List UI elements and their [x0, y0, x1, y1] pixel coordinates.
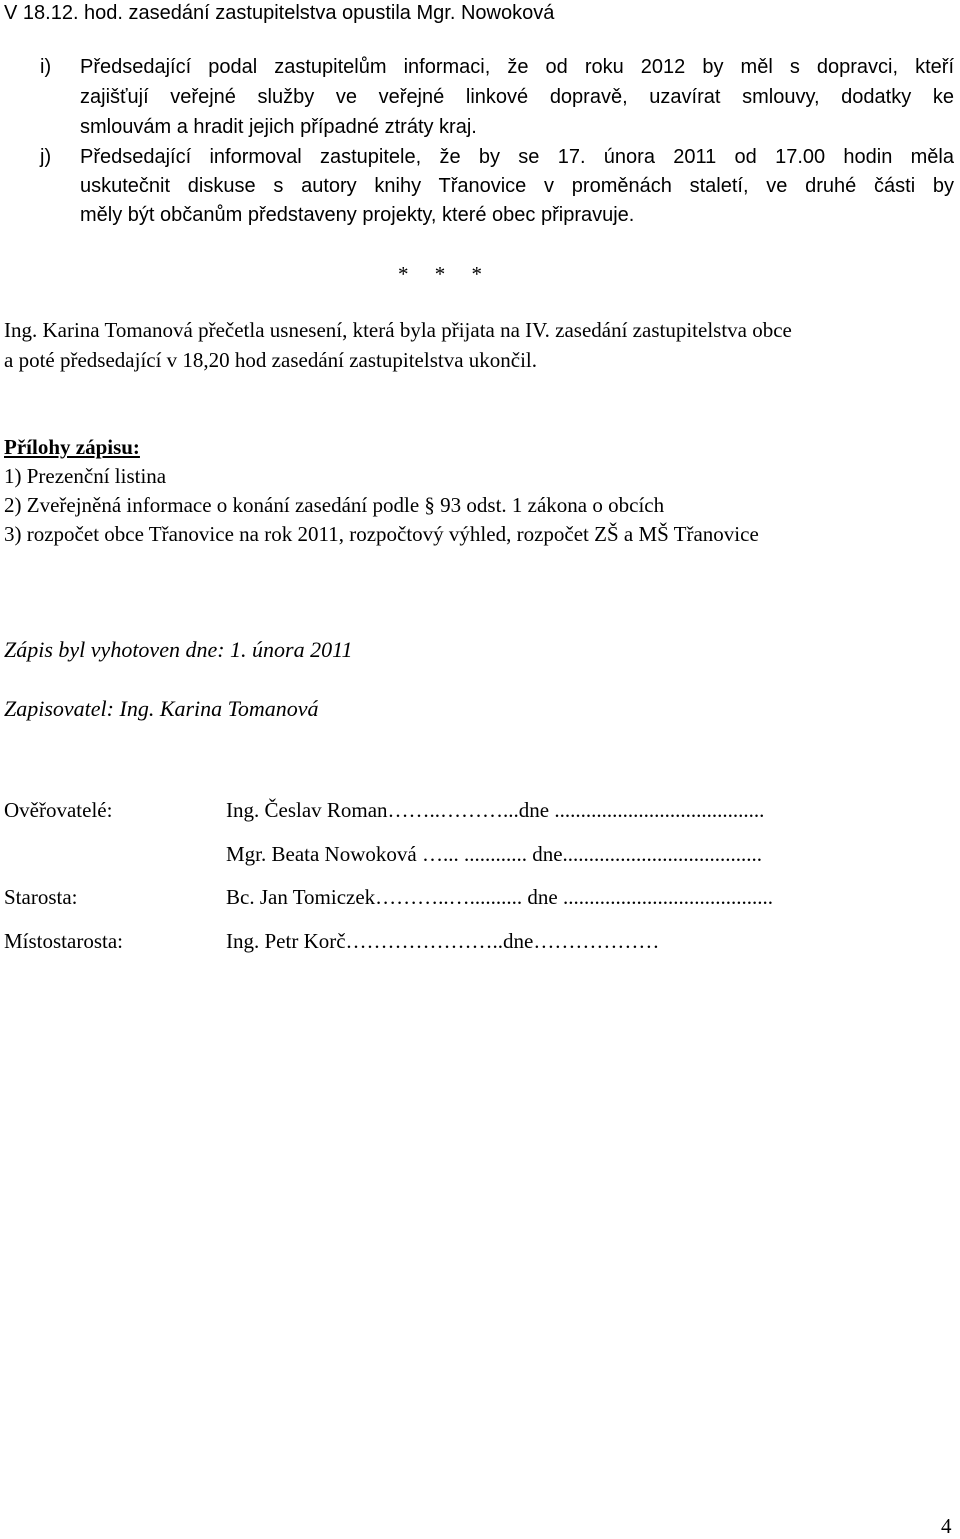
- prepared-date: Zápis byl vyhotoven dne: 1. února 2011: [4, 637, 353, 662]
- item-i-line-2: zajišťují veřejné služby ve veřejné linkové dopravě, uzavírat smlouvy, dodatky ke: [80, 86, 954, 108]
- item-i-line-3: smlouvám a hradit jejich případné ztráty kraj.: [80, 116, 477, 138]
- recorder: Zapisovatel: Ing. Karina Tomanová: [4, 696, 319, 721]
- item-i-marker: i): [40, 56, 52, 78]
- resolution-line-1: Ing. Karina Tomanová přečetla usnesení, která byla přijata na IV. zasedání zastupitelstva obce: [4, 318, 792, 342]
- attachment-item-3: 3) rozpočet obce Třanovice na rok 2011, rozpočtový výhled, rozpočet ZŠ a MŠ Třanovice: [4, 522, 759, 546]
- signature-entry-nowokova: Mgr. Beata Nowoková …... ............ dne......................................: [226, 842, 763, 866]
- item-j-line-3: měly být občanům představeny projekty, které obec připravuje.: [80, 204, 635, 226]
- signature-entry-roman: Ing. Česlav Roman……..………...dne ........................................: [226, 798, 765, 822]
- signature-entry-korc: Ing. Petr Korč…………………..dne………………: [226, 929, 660, 953]
- item-j-marker: j): [40, 146, 52, 168]
- section-separator: * * *: [398, 262, 482, 286]
- resolution-line-2: a poté předsedající v 18,20 hod zasedání zastupitelstva ukončil.: [4, 348, 538, 372]
- attachments-heading: Přílohy zápisu:: [4, 435, 140, 459]
- signature-entry-tomiczek: Bc. Jan Tomiczek………..….......... dne ........................................: [226, 885, 774, 909]
- item-j-line-2: uskutečnit diskuse s autory knihy Třanovice v proměnách staletí, ve druhé části by: [80, 175, 954, 197]
- signature-role-verifiers: Ověřovatelé:: [4, 798, 113, 822]
- signature-role-mayor: Starosta:: [4, 885, 78, 909]
- item-i-line-1: Předsedající podal zastupitelům informaci, že od roku 2012 by měl s dopravci, kteří: [80, 56, 954, 78]
- attachment-item-1: 1) Prezenční listina: [4, 464, 167, 488]
- attachment-item-2: 2) Zveřejněná informace o konání zasedání podle § 93 odst. 1 zákona o obcích: [4, 493, 665, 517]
- item-j-line-1: Předsedající informoval zastupitele, že by se 17. února 2011 od 17.00 hodin měla: [80, 146, 954, 168]
- top-line: V 18.12. hod. zasedání zastupitelstva opustila Mgr. Nowoková: [4, 2, 555, 24]
- signature-role-deputy-mayor: Místostarosta:: [4, 929, 123, 953]
- page-number: 4: [941, 1514, 952, 1538]
